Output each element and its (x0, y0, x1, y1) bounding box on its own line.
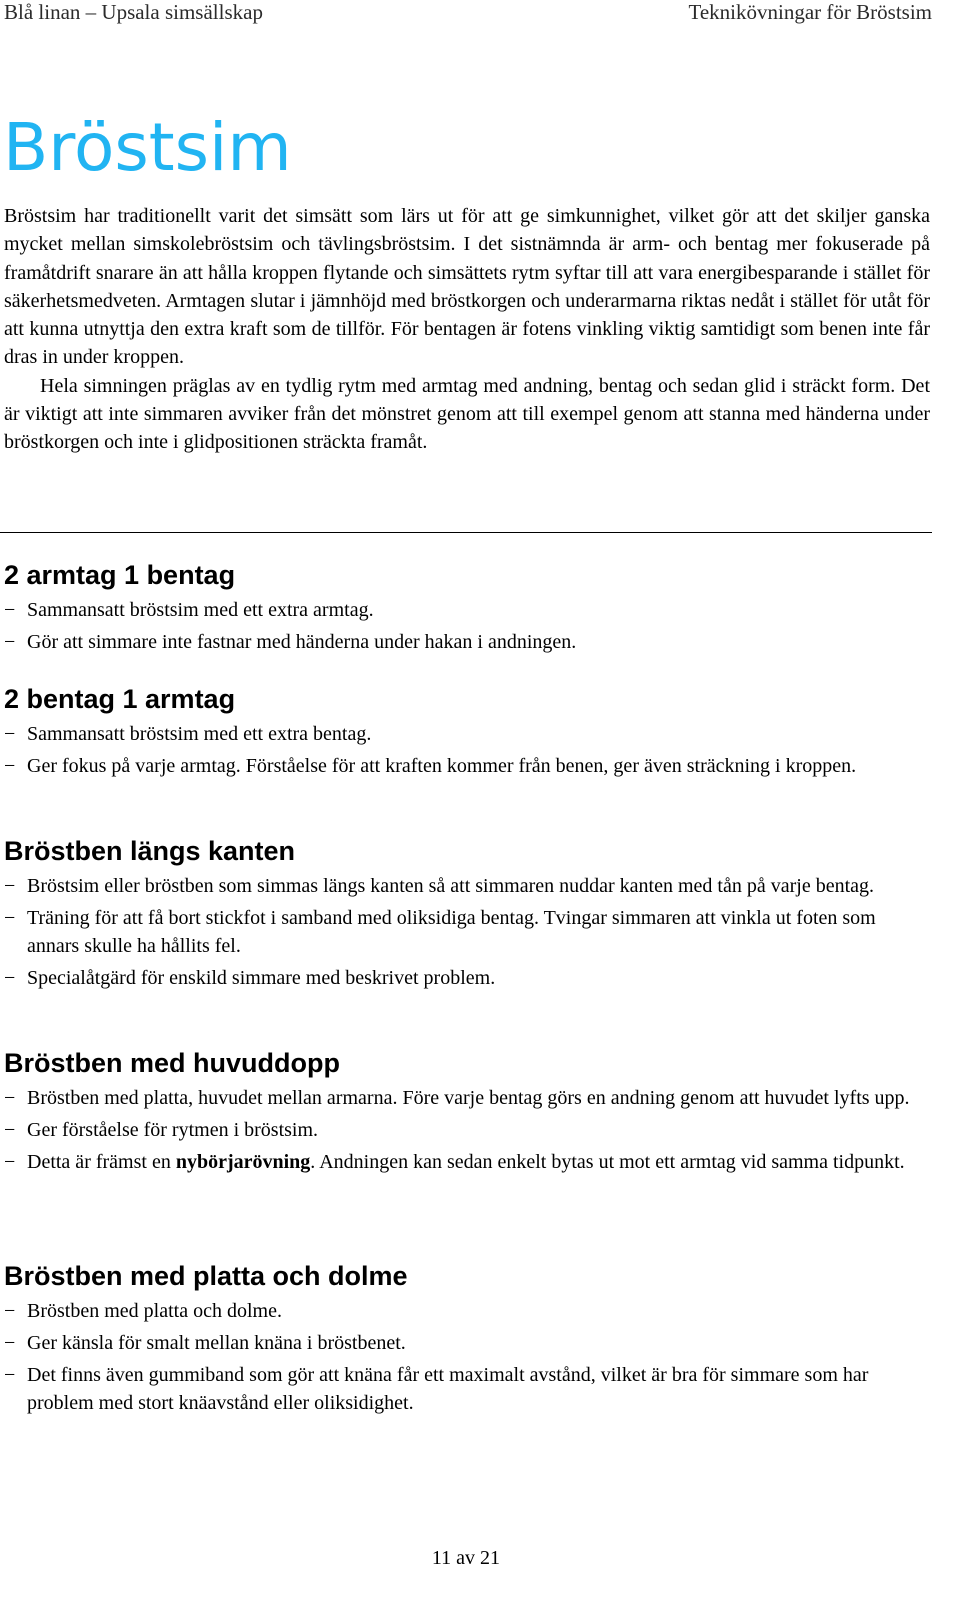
list-item (4, 1148, 930, 1176)
list-item (4, 872, 930, 900)
list-item (4, 1084, 930, 1112)
header-right-text: Teknikövningar för Bröstsim (688, 0, 932, 24)
list-item (4, 1297, 930, 1325)
list-item (4, 628, 930, 656)
section-2-bentag-1-armtag (4, 682, 930, 784)
bullet-list (4, 1297, 930, 1418)
list-item (4, 596, 930, 624)
dash-bullet: − (4, 1087, 16, 1109)
list-item-text: Ger förståelse för rytmen i bröstsim. (27, 1119, 319, 1142)
dash-bullet: − (4, 723, 16, 745)
list-item-text-before: Detta är främst en (27, 1151, 176, 1174)
list-item-text-after: . Andningen kan sedan enkelt bytas ut mot ett armtag vid samma tidpunkt. (310, 1151, 905, 1174)
list-item-text: Träning för att få bort stickfot i samband med oliksidiga bentag. Tvingar simmaren att vinkla ut foten som annars skulle ha hållits fel. (27, 907, 876, 958)
list-item (4, 904, 930, 961)
list-item-text: Det finns även gummiband som gör att knäna får ett maximalt avstånd, vilket är bra för simmare som har problem med stort knäavstånd eller oliksidighet. (27, 1364, 869, 1415)
section-brostben-med-huvuddopp (4, 1046, 930, 1180)
bullet-list (4, 1084, 930, 1176)
horizontal-divider (0, 532, 932, 533)
list-item (4, 1116, 930, 1144)
section-heading: Bröstben med huvuddopp (4, 1048, 340, 1078)
page-title: Bröstsim (3, 109, 292, 186)
list-item (4, 720, 930, 748)
section-heading: 2 bentag 1 armtag (4, 684, 236, 714)
list-item-text: Ger fokus på varje armtag. Förståelse för att kraften kommer från benen, ger även sträckning i kroppen. (27, 755, 857, 778)
page-number: 11 av 21 (431, 1547, 501, 1569)
list-item-text: Bröstben med platta och dolme. (27, 1300, 282, 1322)
dash-bullet: − (4, 1364, 16, 1387)
bullet-list (4, 720, 930, 780)
list-item (4, 1361, 930, 1418)
dash-bullet: − (4, 599, 16, 621)
dash-bullet: − (4, 1332, 16, 1355)
list-item (4, 752, 930, 780)
intro-paragraph-1: Bröstsim har traditionellt varit det simsätt som lärs ut för att ge simkunnighet, vilket gör att det skiljer ganska mycket mellan simskolebröstsim och tävlingsbröstsim. I det sistnämnda är arm- och bentag mer fokuserade på framåtdrift snarare än att hålla kroppen flytande och simsättets rytm syftar till att vara energibesparande i stället för säkerhetsmedveten. Armtagen slutar i jämnhöjd med bröstkorgen och underarmarna riktas nedåt i stället för utåt för att kunna utnyttja den extra kraft som de tillför. För bentagen är fotens vinkling viktig samtidigt som benen inte får dras in under kroppen. (4, 205, 930, 369)
section-2-armtag-1-bentag (4, 558, 930, 660)
dash-bullet: − (4, 1151, 16, 1174)
header-left-text: Blå linan – Upsala simsällskap (4, 0, 263, 24)
list-item-text: Bröstben med platta, huvudet mellan armarna. Före varje bentag görs en andning genom att huvudet lyfts upp. (27, 1087, 910, 1109)
dash-bullet: − (4, 1300, 16, 1322)
bullet-list (4, 596, 930, 656)
list-item-text: Bröstsim eller bröstben som simmas längs kanten så att simmaren nuddar kanten med tån på varje bentag. (27, 875, 875, 897)
intro-text (4, 202, 930, 457)
dash-bullet: − (4, 631, 16, 654)
list-item-text: Sammansatt bröstsim med ett extra armtag. (27, 599, 374, 621)
list-item (4, 1329, 930, 1357)
section-heading: 2 armtag 1 bentag (4, 560, 236, 590)
section-brostben-med-platta-och-dolme (4, 1259, 930, 1422)
list-item-text: Ger känsla för smalt mellan knäna i bröstbenet. (27, 1332, 406, 1355)
dash-bullet: − (4, 1119, 16, 1142)
list-item-text: Specialåtgärd för enskild simmare med beskrivet problem. (27, 967, 496, 990)
bullet-list (4, 872, 930, 993)
section-heading: Bröstben med platta och dolme (4, 1261, 408, 1291)
section-heading: Bröstben längs kanten (4, 836, 296, 866)
dash-bullet: − (4, 907, 16, 930)
list-item (4, 964, 930, 992)
intro-paragraph-2: Hela simningen präglas av en tydlig rytm med armtag med andning, bentag och sedan glid i sträckt form. Det är viktigt att inte simmaren avviker från det mönstret genom att till exempel genom att stanna med händerna under bröstkorgen och inte i glidpositionen sträckta framåt. (4, 374, 930, 454)
dash-bullet: − (4, 755, 16, 778)
page-header (4, 0, 932, 28)
list-item-text: Gör att simmare inte fastnar med händerna under hakan i andningen. (27, 631, 577, 654)
dash-bullet: − (4, 875, 16, 897)
section-brostben-langs-kanten (4, 834, 930, 997)
emphasis-text: nybörjarövning (175, 1151, 311, 1174)
dash-bullet: − (4, 967, 16, 990)
list-item-text: Sammansatt bröstsim med ett extra bentag. (27, 723, 372, 745)
list-item-text (27, 1151, 905, 1173)
